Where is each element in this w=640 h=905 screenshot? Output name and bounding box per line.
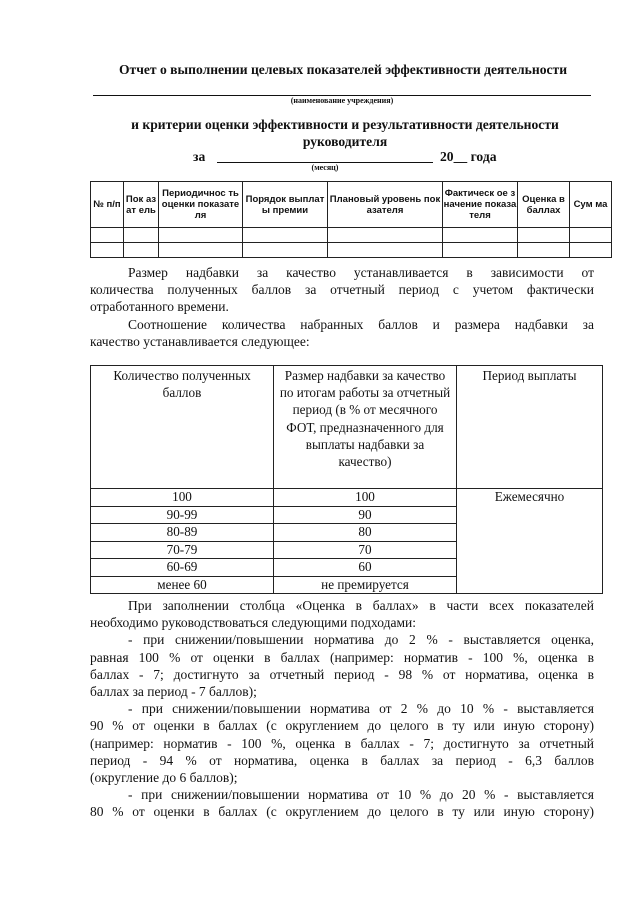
header-cell: Пок азат ель	[124, 182, 159, 228]
score-cell: 70-79	[91, 541, 274, 559]
table-cell[interactable]	[570, 228, 612, 243]
score-cell: менее 60	[91, 576, 274, 594]
table-cell[interactable]	[243, 243, 328, 258]
bonus-cell: 60	[274, 559, 457, 577]
header-cell: Сум ма	[570, 182, 612, 228]
text-line: количества полученных баллов за отчетный период с учетом фактически	[90, 282, 594, 298]
score-cell: 60-69	[91, 559, 274, 577]
header-cell: Размер надбавки за качество по итогам работы за отчетный период (в % от месячного ФОТ, предназначенного для выплаты надбавки за качество)	[274, 366, 457, 489]
table-row	[91, 243, 612, 258]
table-cell[interactable]	[443, 243, 518, 258]
paragraph-ratio	[90, 316, 594, 350]
score-cell: 80-89	[91, 524, 274, 542]
text-line: 90 % от оценки в баллах (с округлением до целого в ту или иную сторону)	[90, 718, 594, 734]
report-table	[90, 181, 612, 258]
text-line: качество устанавливается следующее:	[90, 334, 310, 350]
bonus-cell: 90	[274, 506, 457, 524]
score-cell: 100	[91, 489, 274, 507]
report-title: Отчет о выполнении целевых показателей эффективности деятельности	[118, 62, 568, 77]
header-cell: Фактическ ое значение показателя	[443, 182, 518, 228]
table-cell[interactable]	[159, 243, 243, 258]
text-line: - при снижении/повышении норматива до 2 % - выставляется оценка,	[128, 632, 594, 648]
table-cell[interactable]	[518, 243, 570, 258]
header-cell: Периодичнос ть оценки показателя	[159, 182, 243, 228]
table-cell[interactable]	[518, 228, 570, 243]
header-cell: Оценка в баллах	[518, 182, 570, 228]
report-subtitle: и критерии оценки эффективности и результативности деятельности руководителя	[131, 117, 559, 149]
report-table-header	[91, 182, 612, 228]
text-line: При заполнении столбца «Оценка в баллах» в части всех показателей	[128, 598, 594, 613]
header-cell: Плановый уровень показателя	[328, 182, 443, 228]
text-line: (округление до 6 баллов);	[90, 770, 238, 786]
bonus-cell: 100	[274, 489, 457, 507]
table-cell[interactable]	[91, 243, 124, 258]
bonus-cell: 70	[274, 541, 457, 559]
table-cell[interactable]	[243, 228, 328, 243]
table-cell[interactable]	[124, 228, 159, 243]
rules-section	[90, 597, 594, 821]
table-cell[interactable]	[91, 228, 124, 243]
bonus-cell: 80	[274, 524, 457, 542]
year-label: 20__ года	[440, 149, 497, 164]
text-line: равная 100 % от оценки в баллах (например: норматив - 100 %, оценка в	[90, 649, 594, 665]
text-line: баллах за период - 7 баллов);	[90, 684, 257, 700]
bonus-table-header	[91, 366, 603, 489]
text-line: - при снижении/повышении норматива от 2 % до 10 % - выставляется	[128, 701, 594, 717]
text-line: (например: норматив - 100 %, оценка в баллах - 7; достигнуто за отчетный	[90, 735, 594, 751]
table-cell[interactable]	[124, 243, 159, 258]
header-cell: Количество полученных баллов	[91, 366, 274, 489]
header-cell: Порядок выплаты премии	[243, 182, 328, 228]
table-cell[interactable]	[159, 228, 243, 243]
score-cell: 90-99	[91, 506, 274, 524]
bonus-table	[90, 365, 603, 594]
period-cell: Ежемесячно	[457, 489, 603, 594]
table-cell[interactable]	[328, 228, 443, 243]
header-cell: Период выплаты	[457, 366, 603, 489]
header-cell: № п/п	[91, 182, 124, 228]
table-row	[91, 228, 612, 243]
bonus-cell: не премируется	[274, 576, 457, 594]
table-cell[interactable]	[570, 243, 612, 258]
table-cell[interactable]	[328, 243, 443, 258]
table-cell[interactable]	[443, 228, 518, 243]
text-line: баллах - 7; достигнуто за отчетный период - 98 % от норматива, оценка в	[90, 666, 594, 682]
text-line: - при снижении/повышении норматива от 10 % до 20 % - выставляется	[128, 787, 594, 803]
text-line: период - 94 % от норматива, оценка в баллах за период - 6,3 баллов	[90, 752, 594, 768]
text-line: 80 % от оценки в баллах (с округлением до целого в ту или иную сторону)	[90, 804, 594, 820]
text-line: необходимо руководствоваться следующими подходами:	[90, 615, 416, 631]
institution-caption: (наименование учреждения)	[290, 96, 394, 105]
text-line: Размер надбавки за качество устанавливается в зависимости от	[128, 265, 594, 280]
text-line: отработанного времени.	[90, 299, 229, 315]
table-row	[91, 489, 603, 507]
text-line: Соотношение количества набранных баллов и размера надбавки за	[128, 317, 594, 332]
period-prefix: за	[193, 149, 206, 164]
month-caption: (месяц)	[311, 163, 339, 172]
paragraph-bonus-size	[90, 264, 594, 316]
